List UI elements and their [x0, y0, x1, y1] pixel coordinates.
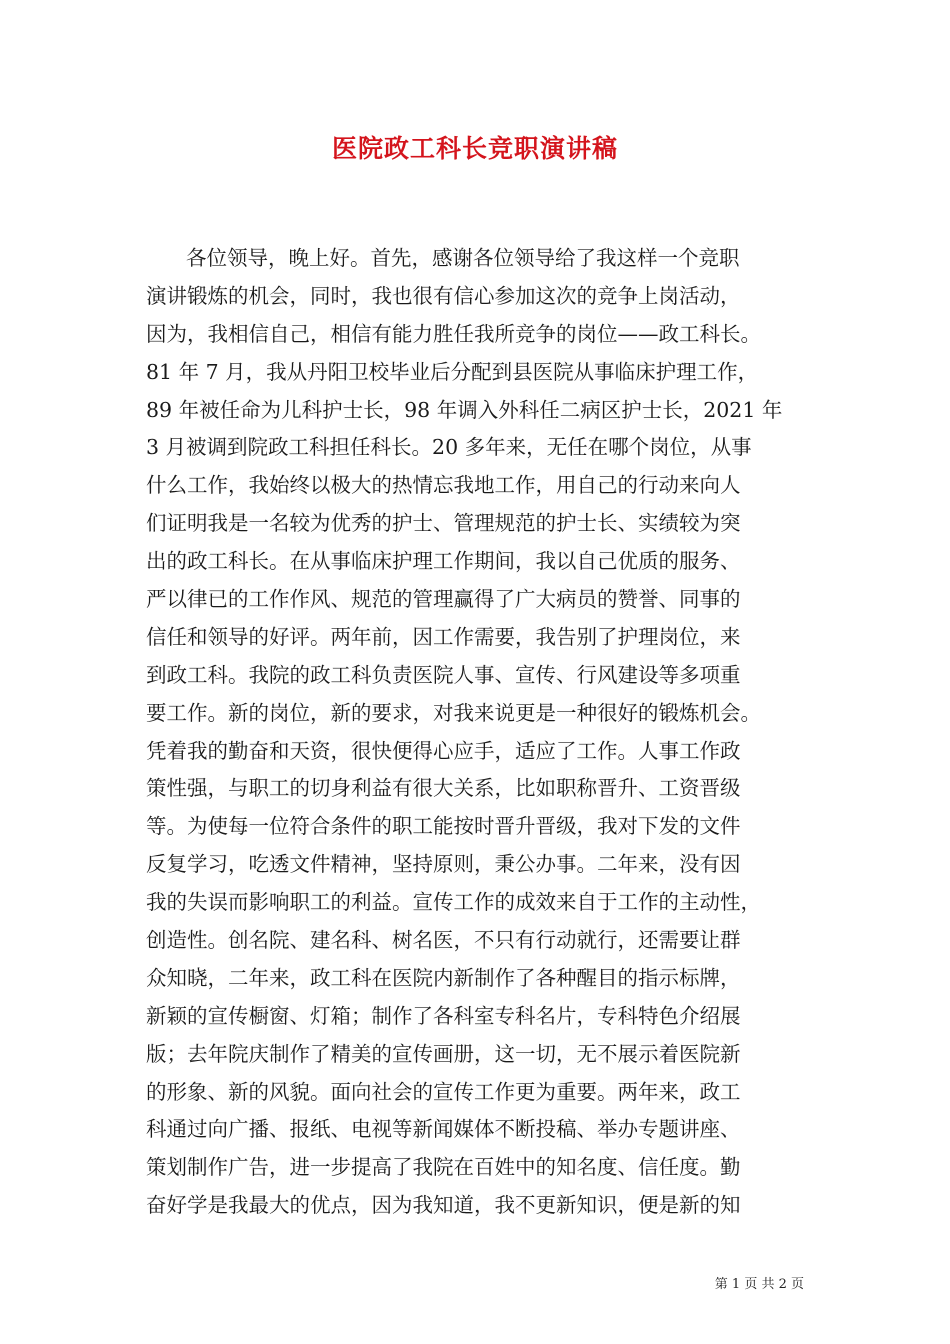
- body-line: 演讲锻炼的机会，同时，我也很有信心参加这次的竞争上岗活动，: [146, 283, 741, 308]
- body-line: 科通过向广播、报纸、电视等新闻媒体不断投稿、举办专题讲座、: [146, 1117, 741, 1142]
- body-line: 出的政工科长。在从事临床护理工作期间，我以自己优质的服务、: [146, 549, 741, 574]
- body-line: 我的失误而影响职工的利益。宣传工作的成效来自于工作的主动性，: [146, 890, 761, 915]
- body-line: 版；去年院庆制作了精美的宣传画册，这一切，无不展示着医院新: [146, 1041, 741, 1066]
- body-line: 众知晓，二年来，政工科在医院内新制作了各种醒目的指示标牌，: [146, 965, 741, 990]
- body-line: 新颖的宣传橱窗、灯箱；制作了各科室专科名片，专科特色介绍展: [146, 1003, 741, 1028]
- body-line: 等。为使每一位符合条件的职工能按时晋升晋级，我对下发的文件: [146, 814, 741, 839]
- body-line: 反复学习，吃透文件精神，坚持原则，秉公办事。二年来，没有因: [146, 852, 741, 877]
- body-line: 各位领导，晚上好。首先，感谢各位领导给了我这样一个竞职: [186, 246, 740, 270]
- body-line: 严以律已的工作作风、规范的管理赢得了广大病员的赞誉、同事的: [146, 587, 741, 612]
- body-line: 信任和领导的好评。两年前，因工作需要，我告别了护理岗位，来: [146, 624, 741, 649]
- document-title: 医院政工科长竞职演讲稿: [331, 134, 618, 163]
- document-body: [146, 240, 826, 1225]
- body-line: 81 年 7 月，我从丹阳卫校毕业后分配到县医院从事临床护理工作，: [146, 359, 759, 384]
- body-line: 们证明我是一名较为优秀的护士、管理规范的护士长、实绩较为突: [146, 511, 741, 536]
- body-line: 因为，我相信自己，相信有能力胜任我所竞争的岗位——政工科长。: [146, 321, 761, 346]
- body-line: 策划制作广告，进一步提高了我院在百姓中的知名度、信任度。勤: [146, 1155, 741, 1180]
- body-line: 3 月被调到院政工科担任科长。20 多年来，无任在哪个岗位，从事: [146, 435, 752, 460]
- body-line: 要工作。新的岗位，新的要求，对我来说更是一种很好的锻炼机会。: [146, 700, 761, 725]
- body-line: 策性强，与职工的切身利益有很大关系，比如职称晋升、工资晋级: [146, 776, 741, 801]
- body-line: 凭着我的勤奋和天资，很快便得心应手，适应了工作。人事工作政: [146, 738, 741, 763]
- page-number-footer: 第 1 页 共 2 页: [714, 1277, 804, 1292]
- body-line: 创造性。创名院、建名科、树名医，不只有行动就行，还需要让群: [146, 928, 741, 953]
- body-line: 的形象、新的风貌。面向社会的宣传工作更为重要。两年来，政工: [146, 1079, 741, 1104]
- body-line: 奋好学是我最大的优点，因为我知道，我不更新知识，便是新的知: [146, 1193, 741, 1218]
- body-line: 什么工作，我始终以极大的热情忘我地工作，用自己的行动来向人: [146, 473, 741, 498]
- body-line: 到政工科。我院的政工科负责医院人事、宣传、行风建设等多项重: [146, 662, 741, 687]
- body-line: 89 年被任命为儿科护士长，98 年调入外科任二病区护士长，2021 年: [146, 397, 783, 422]
